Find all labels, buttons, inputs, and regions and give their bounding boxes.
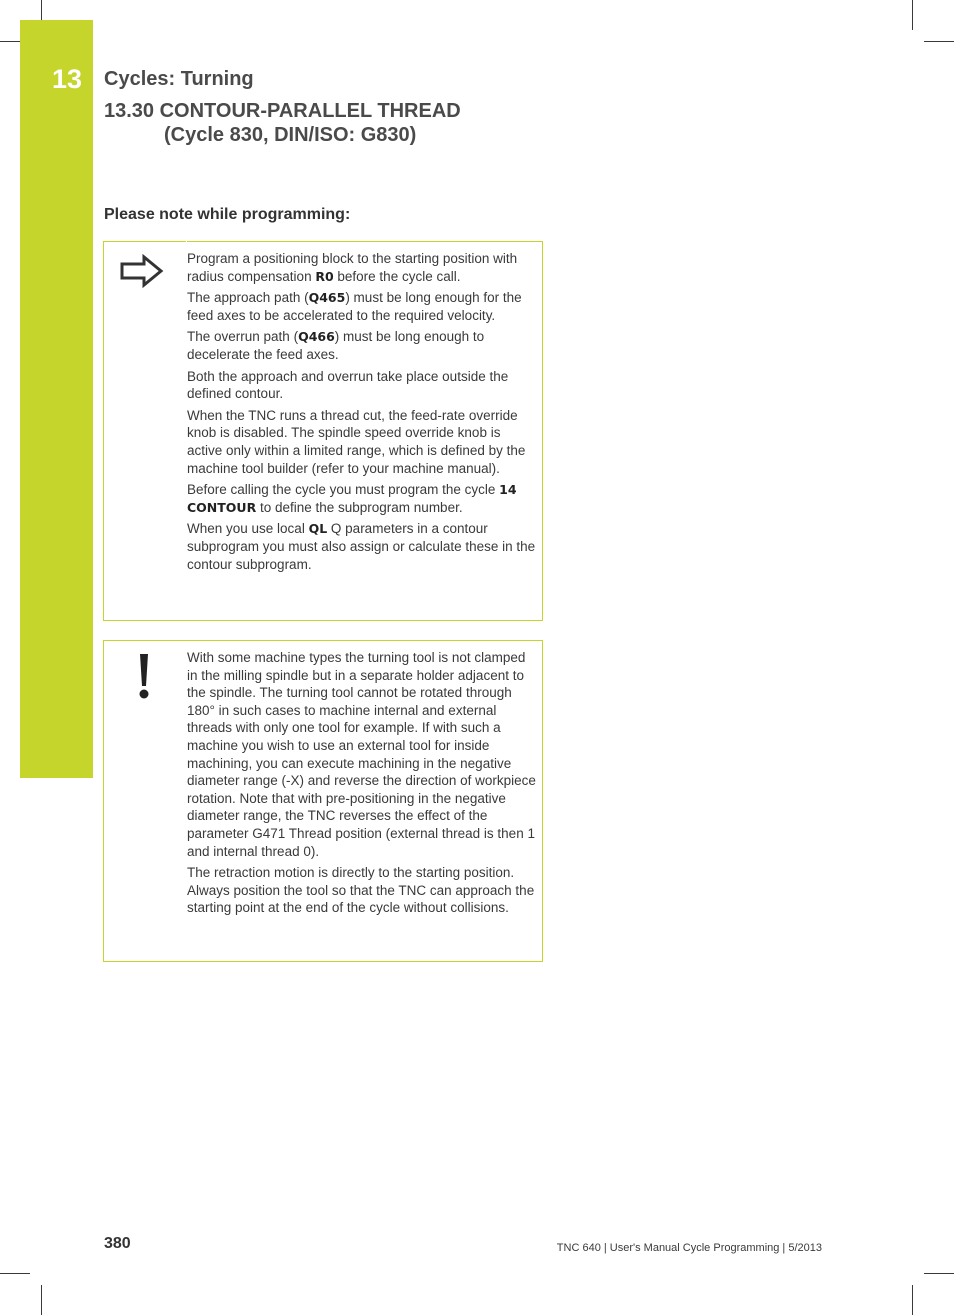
warning-content	[187, 649, 537, 921]
chapter-number: 13	[52, 64, 83, 94]
warning-paragraph: The retraction motion is directly to the starting position. Always position the tool so that the TNC can approach the starting point at the end of the cycle without collisions.	[187, 865, 535, 916]
note-paragraph: The approach path (Q465) must be long enough for the feed axes to be accelerated to the required velocity.	[187, 290, 522, 323]
chapter-title: Cycles: Turning	[104, 68, 254, 90]
exclamation-icon	[137, 652, 151, 700]
subheading: Please note while programming:	[104, 206, 351, 223]
crop-mark	[912, 0, 913, 30]
note-paragraph: The overrun path (Q466) must be long enough to decelerate the feed axes.	[187, 329, 485, 362]
crop-mark	[41, 1285, 42, 1315]
note-paragraph: Both the approach and overrun take place outside the defined contour.	[187, 368, 509, 402]
footer-text: TNC 640 | User's Manual Cycle Programming | 5/2013	[556, 1242, 822, 1254]
warning-paragraph: With some machine types the turning tool is not clamped in the milling spindle but in a separate holder adjacent to the spindle. The turning tool cannot be rotated through 180° in such cases to machine internal and external threads with only one tool for example. If with such a machine you wish to use an external tool for inside machining, you can execute machining in the negative diameter range (-X) and reverse the direction of workpiece rotation. Note that with pre-positioning in the negative diameter range, the TNC reverses the effect of the parameter G471 Thread position (external thread is then 1 and internal thread 0).	[187, 650, 536, 859]
crop-mark	[912, 1285, 913, 1315]
crop-mark	[924, 1273, 954, 1274]
arrow-right-icon	[120, 254, 164, 288]
note-box	[103, 241, 543, 621]
page-number: 380	[104, 1235, 131, 1252]
note-paragraph: When you use local QL Q parameters in a contour subprogram you must also assign or calculate these in the contour subprogram.	[187, 521, 536, 572]
divider	[186, 241, 187, 242]
section-title-line2: (Cycle 830, DIN/ISO: G830)	[164, 124, 417, 146]
note-paragraph: When the TNC runs a thread cut, the feed-rate override knob is disabled. The spindle speed override knob is active only within a limited range, which is defined by the machine tool builder (refer to your machine manual).	[187, 407, 526, 476]
chapter-tab	[20, 20, 93, 778]
warning-box	[103, 640, 543, 962]
note-paragraph: Program a positioning block to the starting position with radius compensation R0 before the cycle call.	[187, 251, 518, 284]
crop-mark	[924, 41, 954, 42]
note-content	[187, 250, 537, 577]
note-paragraph: Before calling the cycle you must program the cycle 14 CONTOUR to define the subprogram number.	[187, 482, 517, 515]
section-title-line1: 13.30 CONTOUR-PARALLEL THREAD	[104, 100, 461, 122]
crop-mark	[0, 1273, 30, 1274]
section-title	[104, 99, 461, 147]
